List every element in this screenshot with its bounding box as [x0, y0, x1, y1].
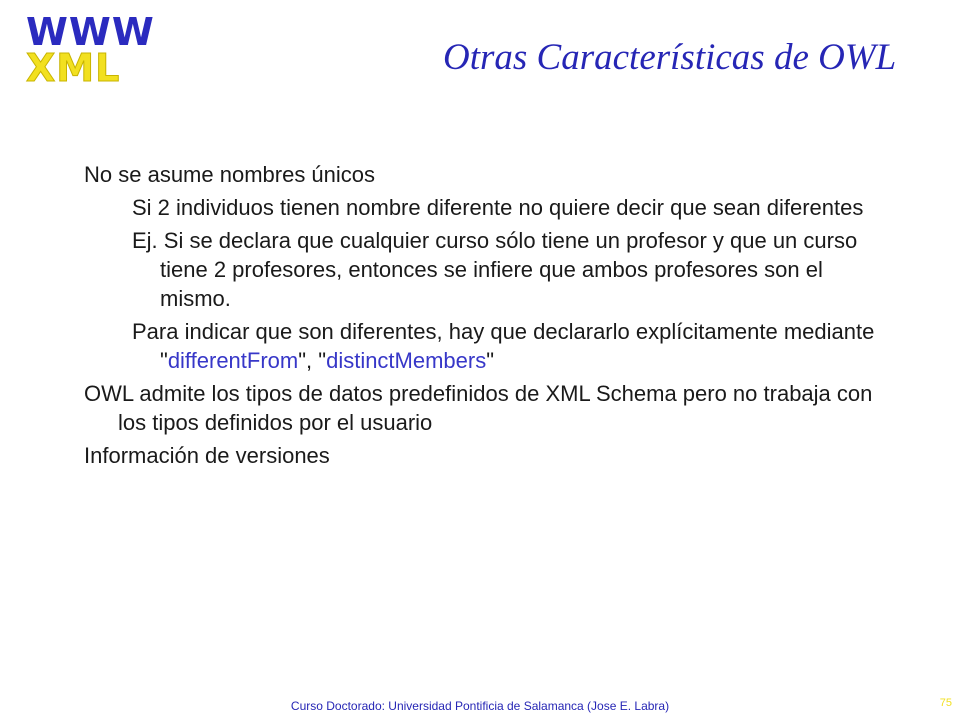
logo-xml-text: XML — [26, 46, 121, 90]
www-xml-logo — [26, 10, 155, 90]
footer-text: Curso Doctorado: Universidad Pontificia de Salamanca (Jose E. Labra) — [290, 699, 670, 713]
sub-bullet-example: Ej. Si se declara que cualquier curso sólo tiene un profesor y que un curso tiene 2 profesores, entonces se infiere que ambos profesores son el mismo. — [132, 228, 858, 311]
term-distinctmembers: distinctMembers — [326, 348, 487, 373]
term-differentfrom: differentFrom — [167, 348, 299, 373]
slide-content — [84, 160, 884, 474]
sub-bullet-different-names: Si 2 individuos tienen nombre diferente no quiere decir que sean diferentes — [132, 195, 864, 220]
page-number: 75 — [939, 697, 952, 709]
declare-close-quote: " — [486, 348, 495, 373]
bullet-datatypes: OWL admite los tipos de datos predefinidos de XML Schema pero no trabaja con los tipos definidos por el usuario — [84, 381, 873, 435]
slide-title: Otras Características de OWL — [443, 37, 897, 78]
bullet-versions: Información de versiones — [84, 443, 330, 468]
declare-text: Para indicar que son diferentes, hay que declararlo explícitamente mediante " — [132, 319, 875, 373]
bullet-unique-names: No se asume nombres únicos — [84, 162, 376, 187]
declare-separator: ", " — [298, 348, 327, 373]
logo-www-text: WWW — [26, 10, 155, 54]
sub-bullet-declare-different — [84, 317, 884, 375]
